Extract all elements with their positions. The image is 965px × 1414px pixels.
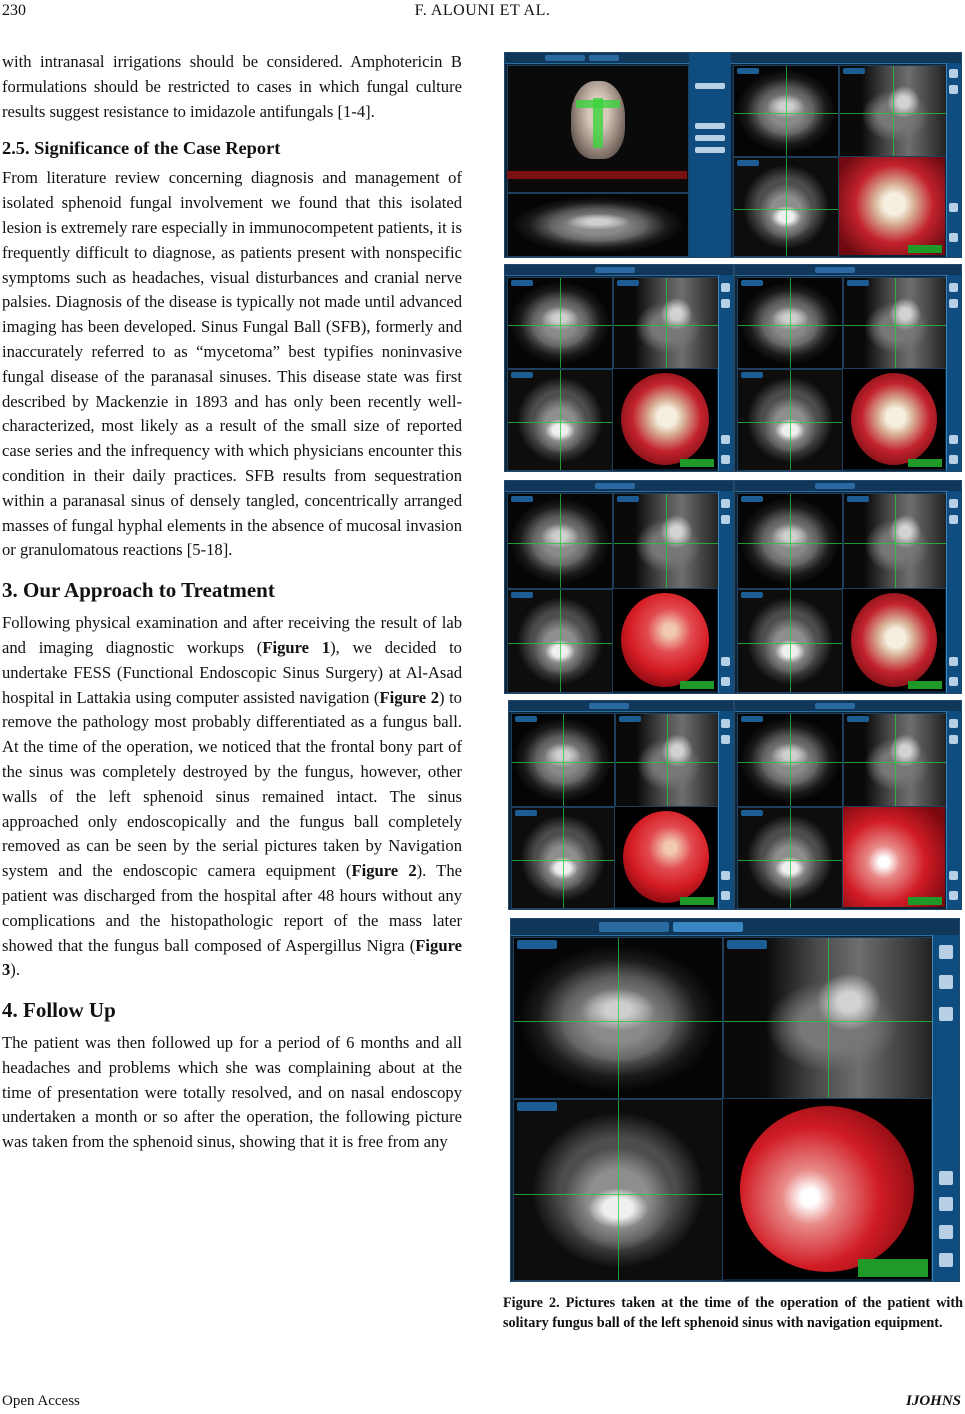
sidebar-button[interactable] [949, 69, 958, 78]
panel-button[interactable] [695, 123, 725, 129]
panel-button[interactable] [695, 147, 725, 153]
section-3-text [2, 611, 462, 983]
ct-strip-view [507, 193, 689, 257]
endoscopic-view [843, 589, 945, 691]
nav-toolbar [735, 701, 961, 712]
ct-coronal-view [507, 277, 613, 369]
section-4-text: The patient was then followed up for a period of 6 months and all headaches and problems which she was complaining about at the time of presentation were totally resolved, and on nasal endoscopy undertaken a month or so after the operation, the following picture was taken from the sphenoid sinus, showing that it is free from any [2, 1033, 462, 1152]
patient-panel [689, 53, 731, 257]
section-2-5-text: From literature review concerning diagnosis and management of isolated sphenoid fungal involvement we found that this isolated lesion is extremely rare especially in immunocompetent patients, it is frequently difficult to diagnose, as patients present with nonspecific symptoms such as headaches, visual disturbances and cranial nerve palsies. Diagnosis of the disease is typically not made until advanced imaging has been developed. Sinus Fungal Ball (SFB), formerly and inaccurately referred to as “mycetoma” best typifies noninvasive fungal disease of the paranasal sinuses. This disease state was first described by Mackenzie in 1893 and has only been recently well-characterized, most likely as a result of the small size of reported case series and the infrequency with which physicians encounter this condition in their daily practices. SFB results from sequestration within a paranasal sinus of densely tangled, concentrically arranged masses of fungal hyphal elements in the absence of mucosal invasion or granulomatous reactions [5-18]. [2, 168, 462, 560]
toolbar-tab [589, 55, 619, 61]
ct-coronal-view [737, 713, 843, 807]
endoscopic-view [723, 1099, 931, 1279]
nav-toolbar [511, 919, 959, 936]
sidebar-button[interactable] [939, 1171, 953, 1185]
text-run: ) to remove the pathology most probably differentiated as a fungus ball. At the time of the operation, we noticed that the frontal bony part of the sinus was completely destroyed by the fungus, however, other walls of the left sphenoid sinus remained intact. The sinus approached only endoscopically and the fungus ball completely removed as can be seen by the serial pictures taken by Navigation system and the endoscopic camera equipment ( [2, 687, 462, 881]
sidebar-button[interactable] [939, 1225, 953, 1239]
text-run: Following physical examination and after receiving the result of lab and imaging diagnostic workups ( [2, 613, 462, 657]
nav-sidebar [946, 491, 961, 693]
ct-sagittal-view [843, 713, 947, 807]
nav-sidebar [946, 63, 961, 257]
text-run: ). The patient was discharged from the hospital after 48 hours without any complications and the histopathologic report of the mass later showed that the fungus ball composed of Aspergillus Nigra ( [2, 861, 462, 955]
endoscopic-view [613, 369, 717, 469]
nav-toolbar [735, 265, 961, 276]
nav-toolbar [505, 53, 961, 64]
nav-toolbar [505, 265, 733, 276]
ct-axial-view [737, 369, 843, 471]
ct-sagittal-view [843, 493, 947, 589]
nav-screenshot-6 [508, 700, 734, 910]
ct-sagittal-view [723, 937, 933, 1099]
nav-screenshot-1 [504, 52, 962, 258]
ct-coronal-view [507, 493, 613, 589]
ct-coronal-view [511, 713, 615, 807]
ct-coronal-view [737, 493, 843, 589]
sidebar-button[interactable] [939, 945, 953, 959]
nav-toolbar [735, 481, 961, 492]
footer-open-access: Open Access [2, 1393, 80, 1409]
left-column [2, 50, 462, 1155]
nav-toolbar [505, 481, 733, 492]
ct-sagittal-view [613, 277, 719, 369]
ct-axial-view [511, 807, 615, 909]
nav-sidebar [718, 491, 733, 693]
sidebar-button[interactable] [939, 975, 953, 989]
running-head: F. ALOUNI ET AL. [414, 2, 551, 19]
endoscopic-view [839, 157, 945, 255]
sidebar-button[interactable] [949, 203, 958, 212]
nav-screenshot-large [510, 918, 960, 1282]
ct-axial-view [737, 589, 843, 693]
nav-screenshot-7 [734, 700, 962, 910]
footer-journal: IJOHNS [905, 1393, 961, 1409]
figure-ref[interactable]: Figure 3 [2, 935, 462, 980]
nav-sidebar [718, 711, 733, 909]
ct-coronal-view [733, 65, 839, 157]
text-run: ). [10, 960, 20, 980]
intro-paragraph: with intranasal irrigations should be considered. Amphotericin B formulations should be restricted to cases in which fungal culture results suggest resistance to imidazole antifungals [1-4]. [2, 52, 462, 121]
ct-sagittal-view [613, 493, 719, 589]
nav-screenshot-4 [504, 480, 734, 694]
figure-caption: Figure 2. Pictures taken at the time of the operation of the patient with solitary fungus ball of the left sphenoid sinus with navigation equipment. [503, 1295, 963, 1331]
ct-sagittal-view [843, 277, 947, 369]
ct-axial-view [507, 589, 613, 693]
figure-ref[interactable]: Figure 2 [379, 687, 439, 707]
section-4-heading: 4. Follow Up [2, 998, 116, 1023]
nav-sidebar [932, 935, 959, 1281]
section-2-5-heading: 2.5. Significance of the Case Report [2, 138, 281, 159]
ct-axial-view [513, 1099, 723, 1281]
nav-sidebar [718, 275, 733, 471]
toolbar-tab [545, 55, 585, 61]
endoscopic-view [613, 589, 717, 691]
page-number: 230 [2, 2, 26, 19]
sidebar-button[interactable] [949, 85, 958, 94]
ct-axial-view [507, 369, 613, 471]
figure-ref[interactable]: Figure 2 [351, 861, 417, 881]
panel-button[interactable] [695, 83, 725, 89]
sidebar-button[interactable] [939, 1253, 953, 1267]
text-run: ), we decided to undertake FESS (Functional Endoscopic Sinus Surgery) at Al-Asad hospital in Lattakia using computer assisted navigation ( [2, 637, 462, 707]
nav-screenshot-2 [504, 264, 734, 472]
status-bar [507, 171, 687, 179]
nav-screenshot-5 [734, 480, 962, 694]
page-header [0, 0, 965, 26]
ct-axial-view [733, 157, 839, 257]
sidebar-button[interactable] [939, 1197, 953, 1211]
ct-sagittal-view [615, 713, 719, 807]
ct-sagittal-view [839, 65, 947, 157]
endoscopic-view [843, 369, 945, 469]
nav-marker [576, 100, 619, 108]
ct-coronal-view [513, 937, 723, 1099]
endoscopic-view [615, 807, 717, 907]
sidebar-button[interactable] [949, 233, 958, 242]
ct-axial-view [737, 807, 843, 909]
sidebar-button[interactable] [939, 1007, 953, 1021]
nav-toolbar [509, 701, 733, 712]
nav-sidebar [946, 711, 961, 909]
section-3-heading: 3. Our Approach to Treatment [2, 578, 275, 603]
nav-screenshot-3 [734, 264, 962, 472]
ct-coronal-view [737, 277, 843, 369]
figure-ref[interactable]: Figure 1 [262, 637, 331, 657]
panel-button[interactable] [695, 135, 725, 141]
nav-sidebar [946, 275, 961, 471]
endoscopic-view [843, 807, 945, 907]
